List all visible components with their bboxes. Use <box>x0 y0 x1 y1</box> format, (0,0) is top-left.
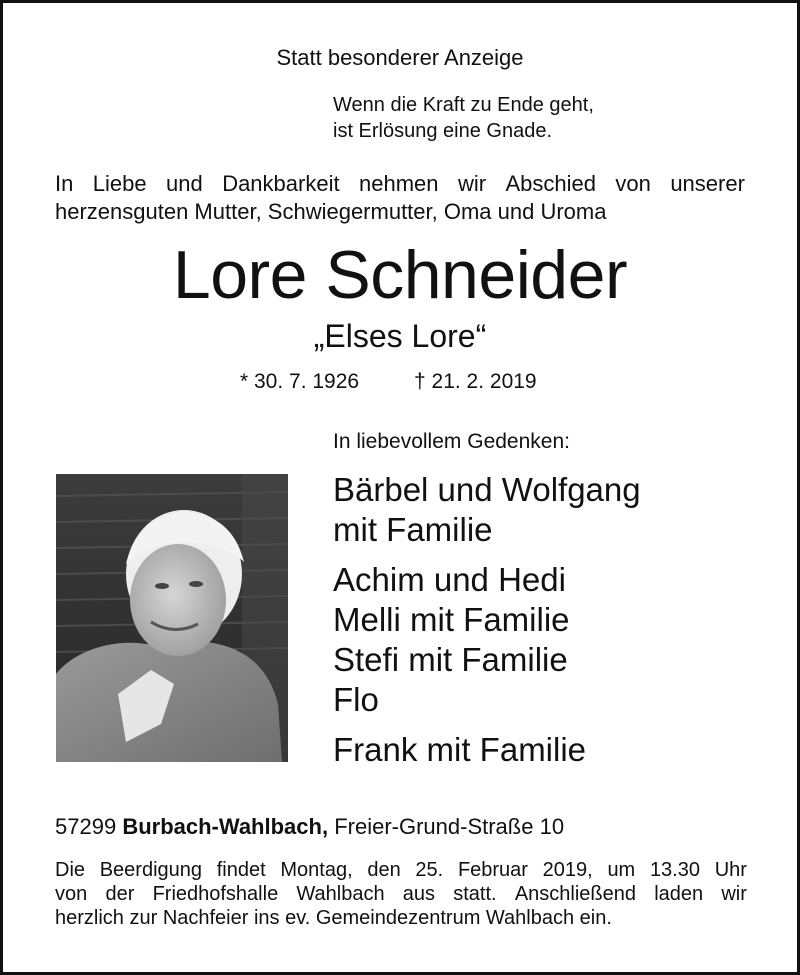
funeral-word: Friedhofshalle <box>152 883 279 905</box>
funeral-word: Montag, <box>280 859 353 881</box>
funeral-word: Beerdigung <box>99 859 203 881</box>
funeral-line-1 <box>55 858 747 882</box>
funeral-word: der <box>105 883 135 905</box>
mourner-name: Flo <box>333 681 379 718</box>
mourner-name: mit Familie <box>333 511 493 548</box>
mourner-group <box>333 730 641 770</box>
motto <box>333 92 594 144</box>
funeral-word: um <box>607 859 636 881</box>
mourners-heading: In liebevollem Gedenken: <box>333 430 570 453</box>
funeral-word: Uhr <box>714 859 747 881</box>
funeral-word: Die <box>55 859 86 881</box>
death-date: † 21. 2. 2019 <box>414 370 537 393</box>
intro-word: wir <box>457 171 487 196</box>
motto-line-1: Wenn die Kraft zu Ende geht, <box>333 94 594 116</box>
intro-word: Abschied <box>505 171 596 196</box>
funeral-word: 13.30 <box>649 859 700 881</box>
intro-word: Liebe <box>92 171 147 196</box>
intro-line-1 <box>55 170 745 198</box>
intro-word: In <box>55 171 74 196</box>
address-zip: 57299 <box>55 814 117 839</box>
funeral-word: Anschließend <box>514 883 636 905</box>
mourner-name: Melli mit Familie <box>333 601 570 638</box>
funeral-info <box>55 858 747 930</box>
mourner-name: Stefi mit Familie <box>333 641 568 678</box>
deceased-nickname: „Elses Lore“ <box>313 318 487 354</box>
funeral-word: Wahlbach <box>296 883 385 905</box>
mourner-group <box>333 560 641 720</box>
funeral-line-3: herzlich zur Nachfeier ins ev. Gemeindezentrum Wahlbach ein. <box>55 907 612 929</box>
funeral-word: von <box>55 883 88 905</box>
mourner-name: Bärbel und Wolfgang <box>333 471 641 508</box>
portrait-photo <box>56 474 288 762</box>
birth-date: * 30. 7. 1926 <box>240 370 360 393</box>
deceased-name: Lore Schneider <box>172 237 628 313</box>
intro-line-2: herzensguten Mutter, Schwiegermutter, Oma und Uroma <box>55 199 607 224</box>
intro-word: von <box>615 171 651 196</box>
address-street: Freier-Grund-Straße 10 <box>334 814 565 839</box>
notice-header: Statt besonderer Anzeige <box>276 45 524 70</box>
mourner-name: Frank mit Familie <box>333 731 587 768</box>
funeral-word: Februar <box>457 859 528 881</box>
intro-word: und <box>166 171 203 196</box>
funeral-word: den <box>367 859 401 881</box>
intro-word: Dankbarkeit <box>222 171 340 196</box>
mourners-list <box>333 470 641 780</box>
intro-text <box>55 170 745 226</box>
funeral-word: findet <box>216 859 266 881</box>
funeral-line-2 <box>55 882 747 906</box>
intro-word: unserer <box>670 171 745 196</box>
motto-line-2: ist Erlösung eine Gnade. <box>333 120 553 142</box>
address <box>55 814 564 840</box>
funeral-word: 25. <box>415 859 444 881</box>
funeral-word: wir <box>721 883 747 905</box>
intro-word: nehmen <box>359 171 439 196</box>
address-city: Burbach-Wahlbach, <box>122 814 329 839</box>
funeral-word: laden <box>654 883 704 905</box>
funeral-word: aus <box>402 883 436 905</box>
funeral-word: 2019, <box>542 859 593 881</box>
mourner-name: Achim und Hedi <box>333 561 566 598</box>
funeral-word: statt. <box>453 883 497 905</box>
mourner-group <box>333 470 641 550</box>
